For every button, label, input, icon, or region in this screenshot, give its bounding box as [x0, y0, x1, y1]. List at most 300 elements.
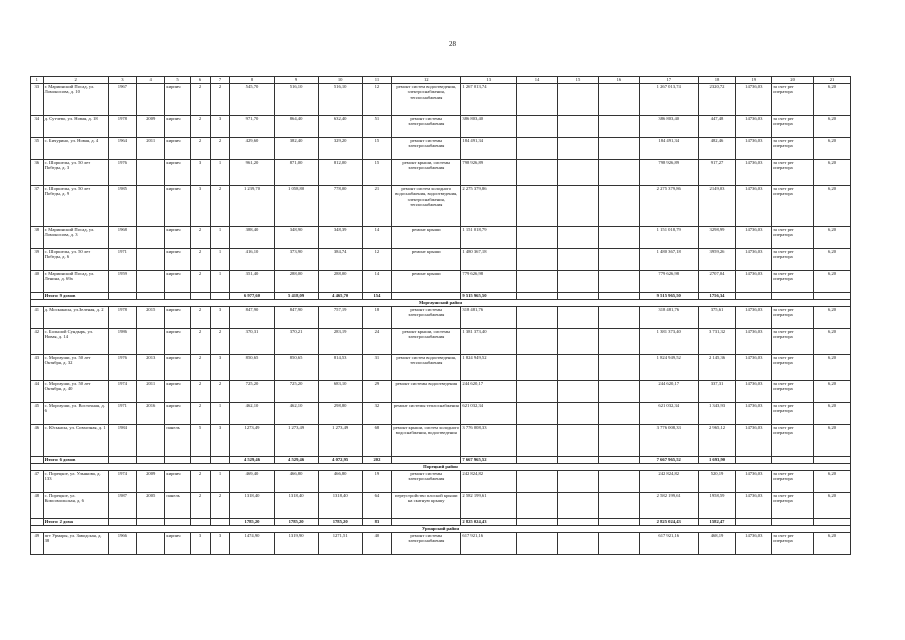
column-number: 9: [274, 77, 318, 84]
column-number: 1: [31, 77, 44, 84]
living-area: 1 273,49: [274, 425, 318, 457]
living-area: 516,10: [274, 84, 318, 116]
table-row: [31, 227, 851, 249]
deadline: 6,20: [814, 84, 851, 116]
deadline: 6,20: [814, 471, 851, 493]
repair-cost: 617 921,16: [461, 533, 517, 555]
wall-material: панель: [165, 425, 190, 457]
column-number: 15: [557, 77, 598, 84]
row-number: 34: [31, 116, 44, 138]
year-renovated: [137, 533, 165, 555]
row-number: 47: [31, 471, 44, 493]
funding-method: за счет рег оператора: [772, 84, 814, 116]
residential-area: 778,00: [318, 186, 362, 227]
blank: [190, 293, 210, 300]
residential-area: 288,00: [318, 271, 362, 293]
total-row: [31, 519, 851, 526]
table-row: [31, 307, 851, 329]
table-row: [31, 116, 851, 138]
column-number: 16: [598, 77, 639, 84]
column-number: 11: [362, 77, 391, 84]
blank: [31, 457, 44, 464]
repair-works: ремонт крыши, систем холодного водоснабжения, водоотведения: [392, 425, 461, 457]
row-number: 37: [31, 186, 44, 227]
address: г. Мариинский Посад, ул. Ленина, д. 69а: [43, 271, 108, 293]
blank: [31, 293, 44, 300]
unit-cost: 917,27: [698, 160, 736, 186]
cost-owners: 621 032,34: [639, 403, 698, 425]
unit-cost: 3298,99: [698, 227, 736, 249]
max-unit-cost: 14736,03: [736, 160, 772, 186]
repair-cost: 2 275 379,86: [461, 186, 517, 227]
cost-regional: [557, 403, 598, 425]
blank: [598, 519, 639, 526]
deadline: 6,20: [814, 138, 851, 160]
unit-cost: 1958,59: [698, 493, 736, 519]
max-unit-cost: 14736,03: [736, 533, 772, 555]
total-unit-cost: 1582,47: [698, 519, 736, 526]
living-area: 864,40: [274, 116, 318, 138]
row-number: 43: [31, 355, 44, 381]
column-number: 3: [108, 77, 136, 84]
repair-cost: 242 824,82: [461, 471, 517, 493]
floors: 2: [190, 138, 210, 160]
column-number: 10: [318, 77, 362, 84]
funding-method: за счет рег оператора: [772, 116, 814, 138]
district-row: [31, 464, 851, 471]
column-number: 2: [43, 77, 108, 84]
cost-local: [598, 493, 639, 519]
residential-area: 757,19: [318, 307, 362, 329]
year-renovated: 2005: [137, 493, 165, 519]
deadline: 6,20: [814, 493, 851, 519]
residential-area: 384,74: [318, 249, 362, 271]
floors: 2: [190, 381, 210, 403]
residential-area: 466,80: [318, 471, 362, 493]
residents: 51: [362, 116, 391, 138]
entrances: 1: [210, 403, 230, 425]
wall-material: кирпич: [165, 227, 190, 249]
residents: 18: [362, 307, 391, 329]
floors: 2: [190, 403, 210, 425]
year-renovated: 2011: [137, 381, 165, 403]
total-row: [31, 293, 851, 300]
address: с. Моргауши, ул. Восточная, д. 6: [43, 403, 108, 425]
total-area: 850,65: [230, 355, 274, 381]
total-cost-owners: 7 667 965,52: [639, 457, 698, 464]
residential-area: 348,39: [318, 227, 362, 249]
max-unit-cost: 14736,03: [736, 84, 772, 116]
wall-material: кирпич: [165, 307, 190, 329]
cost-local: [598, 249, 639, 271]
funding-method: за счет рег оператора: [772, 227, 814, 249]
repair-cost: 1 381 373,40: [461, 329, 517, 355]
year-built: 1968: [108, 227, 136, 249]
cost-regional: [557, 116, 598, 138]
floors: 3: [190, 186, 210, 227]
cost-local: [598, 471, 639, 493]
blank: [190, 519, 210, 526]
cost-owners: 2 275 379,86: [639, 186, 698, 227]
year-renovated: [137, 160, 165, 186]
blank: [772, 293, 814, 300]
residential-area: 1271,51: [318, 533, 362, 555]
entrances: 2: [210, 381, 230, 403]
cost-federal: [517, 307, 558, 329]
cost-owners: 386 803,40: [639, 116, 698, 138]
max-unit-cost: 14736,03: [736, 186, 772, 227]
total-cost-owners: 9 515 965,50: [639, 293, 698, 300]
year-built: 1967: [108, 84, 136, 116]
total-label: Итого: 6 домов: [43, 457, 108, 464]
address: с. Моргауши, ул. 50 лет Октября, д. 40: [43, 381, 108, 403]
total-residents: 202: [362, 457, 391, 464]
total-area: 388,40: [230, 227, 274, 249]
repair-works: ремонт системы электроснабжения: [392, 138, 461, 160]
address: с. Юськасы, ул. Совхозная, д. 1: [43, 425, 108, 457]
table-row: [31, 471, 851, 493]
cost-local: [598, 138, 639, 160]
cost-federal: [517, 271, 558, 293]
address: с. Порецкое, ул. Ульянова, д. 133: [43, 471, 108, 493]
cost-local: [598, 403, 639, 425]
living-area: 847,90: [274, 307, 318, 329]
cost-regional: [557, 84, 598, 116]
max-unit-cost: 14736,03: [736, 425, 772, 457]
total-residential-area: 1785,20: [318, 519, 362, 526]
year-built: 1986: [108, 329, 136, 355]
deadline: 6,20: [814, 355, 851, 381]
year-renovated: [137, 84, 165, 116]
cost-local: [598, 355, 639, 381]
total-area: 1318,40: [230, 493, 274, 519]
deadline: 6,20: [814, 227, 851, 249]
funding-method: за счет рег оператора: [772, 381, 814, 403]
cost-federal: [517, 329, 558, 355]
funding-method: за счет рег оператора: [772, 425, 814, 457]
column-number: 5: [165, 77, 190, 84]
blank: [517, 293, 558, 300]
cost-federal: [517, 116, 558, 138]
table-row: [31, 138, 851, 160]
blank: [557, 457, 598, 464]
funding-method: за счет рег оператора: [772, 355, 814, 381]
total-cost: 7 667 965,52: [461, 457, 517, 464]
cost-owners: 184 491,34: [639, 138, 698, 160]
living-area: 466,80: [274, 471, 318, 493]
cost-federal: [517, 84, 558, 116]
residential-area: 516,10: [318, 84, 362, 116]
total-area: 1785,20: [230, 519, 274, 526]
address: пгт Урмары, ул. Заводская, д. 38: [43, 533, 108, 555]
entrances: 1: [210, 227, 230, 249]
cost-regional: [557, 493, 598, 519]
year-built: 1978: [108, 307, 136, 329]
address: с. Шоршелы, ул. 50 лет Победы, д. 9: [43, 186, 108, 227]
address: с. Шоршелы, ул. 50 лет Победы, д. 6: [43, 249, 108, 271]
blank: [108, 457, 136, 464]
blank: [108, 519, 136, 526]
wall-material: кирпич: [165, 138, 190, 160]
year-renovated: 2011: [137, 138, 165, 160]
entrances: 3: [210, 355, 230, 381]
funding-method: за счет рег оператора: [772, 403, 814, 425]
deadline: 6,20: [814, 249, 851, 271]
living-area: 871,00: [274, 160, 318, 186]
row-number: 42: [31, 329, 44, 355]
residential-area: 1 273,49: [318, 425, 362, 457]
cost-federal: [517, 425, 558, 457]
cost-federal: [517, 471, 558, 493]
repair-cost: 1 824 949,52: [461, 355, 517, 381]
unit-cost: 1 343,93: [698, 403, 736, 425]
repair-cost: 1 267 013,74: [461, 84, 517, 116]
residential-area: 329,20: [318, 138, 362, 160]
funding-method: за счет рег оператора: [772, 271, 814, 293]
blank: [598, 457, 639, 464]
cost-local: [598, 425, 639, 457]
total-area: 462,10: [230, 403, 274, 425]
repair-works: ремонт крыши, системы электроснабжения: [392, 329, 461, 355]
living-area: 373,90: [274, 249, 318, 271]
row-number: 38: [31, 227, 44, 249]
blank: [210, 293, 230, 300]
repair-works: ремонт системы электроснабжения: [392, 471, 461, 493]
cost-owners: 2 582 199,61: [639, 493, 698, 519]
funding-method: за счет рег оператора: [772, 533, 814, 555]
repair-cost: 798 926,89: [461, 160, 517, 186]
max-unit-cost: 14736,03: [736, 381, 772, 403]
year-built: 1985: [108, 186, 136, 227]
repair-cost: 386 803,40: [461, 116, 517, 138]
row-number: 49: [31, 533, 44, 555]
year-renovated: [137, 186, 165, 227]
year-built: 1976: [108, 160, 136, 186]
row-number: 39: [31, 249, 44, 271]
max-unit-cost: 14736,03: [736, 271, 772, 293]
year-renovated: [137, 271, 165, 293]
floors: 3: [190, 160, 210, 186]
blank: [736, 293, 772, 300]
blank: [392, 519, 461, 526]
total-area: 429,60: [230, 138, 274, 160]
unit-cost: 3959,26: [698, 249, 736, 271]
column-number: 8: [230, 77, 274, 84]
living-area: 1318,40: [274, 493, 318, 519]
total-residential-area: 4 072,95: [318, 457, 362, 464]
total-cost: 2 825 024,43: [461, 519, 517, 526]
unit-cost: 375,61: [698, 307, 736, 329]
residents: 14: [362, 271, 391, 293]
wall-material: кирпич: [165, 116, 190, 138]
total-area: 469,40: [230, 471, 274, 493]
total-area: 847,90: [230, 307, 274, 329]
cost-owners: 1 151 018,79: [639, 227, 698, 249]
living-area: 382,40: [274, 138, 318, 160]
year-built: 1974: [108, 471, 136, 493]
table-body: [31, 77, 851, 555]
page-number: 28: [449, 40, 456, 48]
deadline: 6,20: [814, 186, 851, 227]
residents: 12: [362, 249, 391, 271]
wall-material: кирпич: [165, 403, 190, 425]
blank: [517, 457, 558, 464]
total-living-area: 5 418,09: [274, 293, 318, 300]
cost-owners: 798 926,89: [639, 160, 698, 186]
cost-regional: [557, 138, 598, 160]
cost-regional: [557, 425, 598, 457]
cost-federal: [517, 533, 558, 555]
blank: [210, 457, 230, 464]
unit-cost: 447,48: [698, 116, 736, 138]
deadline: 6,20: [814, 307, 851, 329]
blank: [772, 519, 814, 526]
row-number: 46: [31, 425, 44, 457]
repair-works: ремонт систем водоотведения, теплоснабжения: [392, 355, 461, 381]
entrances: 2: [210, 493, 230, 519]
unit-cost: 482,46: [698, 138, 736, 160]
funding-method: за счет рег оператора: [772, 493, 814, 519]
cost-federal: [517, 381, 558, 403]
unit-cost: 3 731,32: [698, 329, 736, 355]
year-renovated: [137, 425, 165, 457]
row-number: 40: [31, 271, 44, 293]
total-residents: 83: [362, 519, 391, 526]
blank: [137, 457, 165, 464]
cost-owners: 1 824 949,52: [639, 355, 698, 381]
cost-owners: 242 824,82: [639, 471, 698, 493]
total-living-area: 4 529,46: [274, 457, 318, 464]
cost-regional: [557, 160, 598, 186]
wall-material: кирпич: [165, 186, 190, 227]
blank: [31, 519, 44, 526]
address: г. Мариинский Посад, ул. Ломоносова, д. 3: [43, 227, 108, 249]
deadline: 6,20: [814, 425, 851, 457]
cost-regional: [557, 329, 598, 355]
blank: [557, 519, 598, 526]
table-row: [31, 381, 851, 403]
repair-works: ремонт крыши: [392, 227, 461, 249]
row-number: 35: [31, 138, 44, 160]
cost-regional: [557, 249, 598, 271]
row-number: 36: [31, 160, 44, 186]
column-number: 13: [461, 77, 517, 84]
wall-material: панель: [165, 493, 190, 519]
entrances: 2: [210, 186, 230, 227]
floors: 2: [190, 116, 210, 138]
wall-material: кирпич: [165, 271, 190, 293]
cost-local: [598, 186, 639, 227]
year-built: 1971: [108, 403, 136, 425]
row-number: 41: [31, 307, 44, 329]
residents: 32: [362, 403, 391, 425]
residents: 19: [362, 471, 391, 493]
cost-local: [598, 84, 639, 116]
blank: [108, 293, 136, 300]
entrances: 2: [210, 138, 230, 160]
floors: 5: [190, 425, 210, 457]
residents: 15: [362, 138, 391, 160]
residential-area: 298,80: [318, 403, 362, 425]
total-area: 961,20: [230, 160, 274, 186]
total-cost: 9 515 965,50: [461, 293, 517, 300]
year-built: 1964: [108, 138, 136, 160]
cost-local: [598, 116, 639, 138]
residential-area: 283,19: [318, 329, 362, 355]
table-row: [31, 271, 851, 293]
column-number: 20: [772, 77, 814, 84]
residents: 14: [362, 227, 391, 249]
unit-cost: 2320,72: [698, 84, 736, 116]
cost-local: [598, 227, 639, 249]
floors: 2: [190, 271, 210, 293]
address: с. Порецкое, ул. Комсомольская, д. 6: [43, 493, 108, 519]
column-number: 18: [698, 77, 736, 84]
residents: 68: [362, 425, 391, 457]
residents: 21: [362, 186, 391, 227]
max-unit-cost: 14736,03: [736, 329, 772, 355]
blank: [814, 293, 851, 300]
address: с. Бичурино, ул. Новая, д. 4: [43, 138, 108, 160]
district-row: [31, 526, 851, 533]
blank: [814, 519, 851, 526]
blank: [165, 293, 190, 300]
blank: [210, 519, 230, 526]
funding-method: за счет рег оператора: [772, 307, 814, 329]
address: д. Москакасы, ул.Зеленая, д. 2: [43, 307, 108, 329]
floors: 2: [190, 307, 210, 329]
floors: 2: [190, 84, 210, 116]
blank: [165, 519, 190, 526]
wall-material: кирпич: [165, 533, 190, 555]
blank: [557, 293, 598, 300]
entrances: 3: [210, 533, 230, 555]
unit-cost: 520,19: [698, 471, 736, 493]
living-area: 1319,90: [274, 533, 318, 555]
table-row: [31, 355, 851, 381]
residents: 15: [362, 160, 391, 186]
column-number: 17: [639, 77, 698, 84]
district-name: Урмарский район: [31, 526, 851, 533]
max-unit-cost: 14736,03: [736, 307, 772, 329]
cost-regional: [557, 186, 598, 227]
table-row: [31, 160, 851, 186]
total-area: 370,31: [230, 329, 274, 355]
cost-regional: [557, 271, 598, 293]
residents: 40: [362, 533, 391, 555]
cost-federal: [517, 227, 558, 249]
entrances: 3: [210, 425, 230, 457]
blank: [137, 293, 165, 300]
living-area: 462,10: [274, 403, 318, 425]
max-unit-cost: 14736,03: [736, 355, 772, 381]
max-unit-cost: 14736,03: [736, 471, 772, 493]
total-label: Итого: 2 дома: [43, 519, 108, 526]
entrances: 1: [210, 271, 230, 293]
max-unit-cost: 14736,03: [736, 116, 772, 138]
year-built: 1976: [108, 355, 136, 381]
residents: 24: [362, 329, 391, 355]
year-renovated: 2009: [137, 471, 165, 493]
wall-material: кирпич: [165, 381, 190, 403]
floors: 2: [190, 227, 210, 249]
year-built: 1959: [108, 271, 136, 293]
blank: [736, 457, 772, 464]
repair-cost: 621 032,34: [461, 403, 517, 425]
year-built: 1987: [108, 493, 136, 519]
column-number: 4: [137, 77, 165, 84]
residential-area: 683,10: [318, 381, 362, 403]
